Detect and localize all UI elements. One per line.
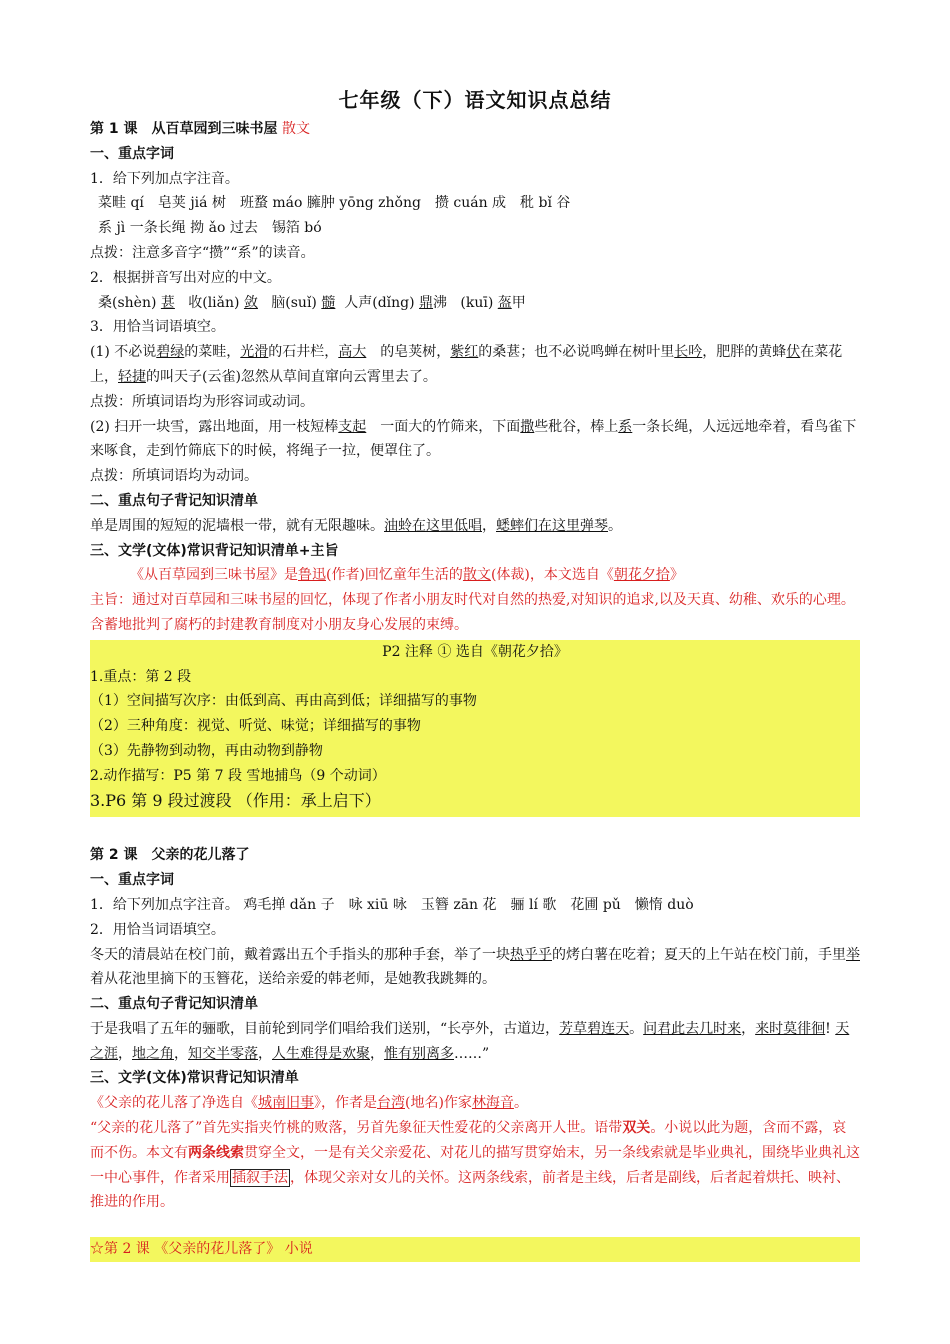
segment-text: 单是周围的短短的泥墙根一带，就有无限趣味。 xyxy=(90,517,384,534)
lesson2-q2: 2．用恰当词语填空。 xyxy=(90,921,225,938)
segment-text: 的桑葚；也不必说鸣蝉在树叶里 xyxy=(478,344,675,361)
lesson2-section3-heading: 三、文学(文体)常识背记知识清单 xyxy=(90,1070,299,1087)
segment-text: 一条长绳，人远远地牵着，看鸟雀下来啄食，走到竹筛底下的时候，将绳子一拉，便罩住了。 xyxy=(90,418,857,460)
lesson2-literature-line xyxy=(90,1091,860,1116)
note-line3: （2）三种角度：视觉、听觉、味觉；详细描写的事物 xyxy=(90,718,421,735)
document-page xyxy=(90,84,860,1262)
lesson1-q1-line1: 菜畦 qí 皂荚 jiá 树 班蝥 máo 臃肿 yōng zhǒng 攒 cuán 成 秕 bǐ 谷 xyxy=(98,195,571,212)
segment-text: 贯穿全文，一是有关父亲爱花、对花儿的描写贯穿始末，另一条线索就是毕业典礼，围绕毕业典礼这一中心事件，作者采用 xyxy=(90,1144,860,1186)
underlined-term: 城南旧事 xyxy=(258,1095,314,1112)
answer-word: 髓 xyxy=(321,294,336,311)
lesson1-section3-heading: 三、文学(文体)常识背记知识清单+主旨 xyxy=(90,542,339,559)
answer-word: 盔 xyxy=(497,294,512,311)
segment-text: (1) 不必说 xyxy=(90,344,157,361)
segment-text: ， xyxy=(482,517,496,534)
answer-word: 鼎 xyxy=(419,294,434,311)
segment-text: (作者)回忆童年生活的 xyxy=(326,567,463,584)
lesson2-section2-heading: 二、重点句子背记知识清单 xyxy=(90,996,258,1013)
segment-text: 一面大的竹筛来，下面 xyxy=(366,418,521,435)
lesson2-section1-heading: 一、重点字词 xyxy=(90,872,174,889)
segment-text: 。 xyxy=(513,1095,528,1112)
footer-highlight-bar xyxy=(90,1237,860,1262)
segment-text: 在菜花上， xyxy=(90,344,843,385)
lesson2-q2-paragraph xyxy=(90,943,860,993)
underlined-term: 天之涯 xyxy=(90,1020,850,1062)
underlined-term: 鲁迅 xyxy=(298,567,326,584)
underlined-term: 来时莫徘徊 xyxy=(755,1020,826,1037)
note-line5: 2.动作描写：P5 第 7 段 雪地捕鸟（9 个动词） xyxy=(90,767,386,784)
lesson1-tip3a: 点拨：所填词语均为形容词或动词。 xyxy=(90,393,314,410)
segment-text: 的烤白薯在吃着；夏天的上午站在校门前，手里 xyxy=(552,946,846,963)
segment-text: 着从花池里摘下的玉簪花，送给亲爱的韩老师，是她教我跳舞的。 xyxy=(90,971,496,988)
underlined-term: 蟋蟀们在这里弹琴 xyxy=(496,517,608,534)
underlined-term: 油蛉在这里低唱 xyxy=(384,517,482,534)
underlined-term: 人生难得是欢聚 xyxy=(272,1045,370,1062)
lesson1-q3-paragraph2 xyxy=(90,415,860,465)
lesson1-q3: 3．用恰当词语填空。 xyxy=(90,319,225,336)
bold-term: 两条线索 xyxy=(188,1144,244,1161)
segment-text: 于是我唱了五年的骊歌，目前轮到同学们唱给我们送别，“长亭外，古道边， xyxy=(90,1020,560,1037)
underlined-term: 碧绿 xyxy=(156,344,185,361)
footer-lesson-label: ☆第 2 课 xyxy=(90,1241,150,1258)
segment-text: 《父亲的花儿落了净选自《 xyxy=(90,1095,258,1112)
segment-text: ，体现父亲对女儿的关怀。这两条线索，前者是主线，后者是副线，后者起着烘托、映衬、推进的作用。 xyxy=(90,1169,850,1211)
segment-text: ，肥胖的黄蜂 xyxy=(702,344,787,361)
underlined-term: 知交半零落 xyxy=(188,1045,258,1062)
underlined-term: 朝花夕拾 xyxy=(613,567,670,584)
boxed-term: 插叙手法 xyxy=(232,1169,288,1186)
answer-word: 敛 xyxy=(243,294,258,311)
lesson1-genre: 散文 xyxy=(281,121,310,137)
lesson1-section2-heading: 二、重点句子背记知识清单 xyxy=(90,492,258,509)
lesson1-note-box xyxy=(90,640,860,818)
lesson2-q1: 1．给下列加点字注音。 鸡毛掸 dǎn 子 咏 xiū 咏 玉簪 zān 花 骊 lí 歌 花圃 pǔ 懒惰 duò xyxy=(90,896,694,913)
segment-text: ， xyxy=(258,1045,272,1062)
lesson1-tip1: 点拨：注意多音字“攒”“系”的读音。 xyxy=(90,244,315,261)
underlined-term: 轻捷 xyxy=(118,368,146,385)
segment-text: 》，作者是 xyxy=(314,1095,377,1112)
note-line4: （3）先静物到动物，再由动物到静物 xyxy=(90,742,323,759)
underlined-term: 光滑 xyxy=(240,344,269,361)
answer-word: 葚 xyxy=(160,294,175,311)
underlined-term: 惟有别离多 xyxy=(384,1045,454,1062)
segment-text: ， xyxy=(370,1045,384,1062)
underlined-term: 问君此去几时来 xyxy=(643,1020,742,1037)
lesson1-theme: 主旨：通过对百草园和三味书屋的回忆，体现了作者小朋友时代对自然的热爱,对知识的追求,以及天真、幼稚、欢乐的心理。含蓄地批判了腐朽的封建教育制度对小朋友身心发展的束缚。 xyxy=(90,592,855,633)
lesson1-heading xyxy=(90,117,860,142)
segment-text: “父亲的花儿落了”首先实指夹竹桃的败落，另首先象征天性爱花的父亲离开人世。语带 xyxy=(90,1120,623,1137)
bold-term: 双关 xyxy=(622,1120,651,1137)
segment-text: (地名)作家 xyxy=(405,1095,472,1112)
lesson1-q3-paragraph1 xyxy=(90,340,860,390)
underlined-term: 散文 xyxy=(462,567,491,584)
underlined-term: 芳草碧连天 xyxy=(559,1020,630,1037)
segment-text: 的叫天子(云雀)忽然从草间直窜向云霄里去了。 xyxy=(146,368,437,385)
segment-text: ， xyxy=(118,1045,132,1062)
lesson1-q2: 2．根据拼音写出对应的中文。 xyxy=(90,269,281,286)
lesson1-title: 第 1 课 从百草园到三味书屋 xyxy=(90,121,278,137)
lesson1-section1-heading: 一、重点字词 xyxy=(90,145,174,162)
segment-text: 》 xyxy=(669,567,684,584)
footer-lesson-title: 《父亲的花儿落了》 小说 xyxy=(154,1241,313,1258)
lesson1-tip3b: 点拨：所填词语均为动词。 xyxy=(90,468,258,485)
segment-text: ……” xyxy=(454,1045,490,1062)
note-line1: 1.重点：第 2 段 xyxy=(90,668,192,685)
underlined-term: 林海音 xyxy=(471,1095,514,1112)
segment-text: 沸 xyxy=(433,294,448,311)
lesson2-key-sentence xyxy=(90,1017,860,1067)
segment-text: (kuī) xyxy=(447,294,498,311)
segment-text: (2) 扫开一块雪，露出地面，用一枝短棒 xyxy=(90,418,339,435)
underlined-term: 撒 xyxy=(520,418,535,435)
segment-text: ， xyxy=(741,1020,756,1037)
lesson1-q1-line2: 系 jì 一条长绳 拗 ǎo 过去 锡箔 bó xyxy=(98,220,322,237)
segment-text: 人声(dǐng) xyxy=(335,294,420,311)
segment-text: 的石井栏， xyxy=(268,344,339,361)
segment-text: 。 xyxy=(608,517,622,534)
segment-text: 桑(shèn) xyxy=(98,294,161,311)
underlined-term: 热乎乎 xyxy=(510,946,552,963)
underlined-term: 地之角 xyxy=(132,1045,174,1062)
underlined-term: 长吟 xyxy=(674,344,703,361)
segment-text: (体裁)，本文选自《 xyxy=(490,567,614,584)
segment-text: 冬天的清晨站在校门前，戴着露出五个手指头的那种手套，举了一块 xyxy=(90,946,510,963)
lesson1-q1: 1．给下列加点字注音。 xyxy=(90,170,239,187)
underlined-term: 举 xyxy=(846,946,860,963)
underlined-term: 高大 xyxy=(338,344,367,361)
underlined-term: 系 xyxy=(618,418,633,435)
lesson1-q2-items xyxy=(90,291,860,316)
segment-text: 。 xyxy=(629,1020,644,1037)
lesson1-key-sentence xyxy=(90,514,860,539)
underlined-term: 支起 xyxy=(338,418,367,435)
segment-text: 《从百草园到三味书屋》是 xyxy=(130,567,298,584)
underlined-term: 伏 xyxy=(786,344,801,361)
segment-text: 的皂荚树， xyxy=(366,344,451,361)
segment-text: 甲 xyxy=(511,294,526,311)
note-line2: （1）空间描写次序：由低到高、再由高到低；详细描写的事物 xyxy=(90,693,477,710)
segment-text: 的菜畦， xyxy=(184,344,241,361)
segment-text: ， xyxy=(174,1045,188,1062)
underlined-term: 台湾 xyxy=(377,1095,405,1112)
lesson1-literature-line xyxy=(90,563,860,588)
lesson2-heading: 第 2 课 父亲的花儿落了 xyxy=(90,847,250,864)
segment-text: 脑(suǐ) xyxy=(257,294,322,311)
page-title: 七年级（下）语文知识点总结 xyxy=(338,88,612,112)
segment-text: ! xyxy=(825,1020,836,1037)
lesson2-analysis xyxy=(90,1116,860,1215)
underlined-term: 紫红 xyxy=(450,344,479,361)
segment-text: 收(liǎn) xyxy=(174,294,244,311)
note-line6: 3.P6 第 9 段过渡段 （作用：承上启下） xyxy=(90,790,381,810)
segment-text: 些秕谷，棒上 xyxy=(534,418,619,435)
segment-text: 。小说以此为题，含而不露，哀而不伤。本文有 xyxy=(90,1120,847,1161)
note-header: P2 注释 ① 选自《朝花夕拾》 xyxy=(382,643,568,660)
